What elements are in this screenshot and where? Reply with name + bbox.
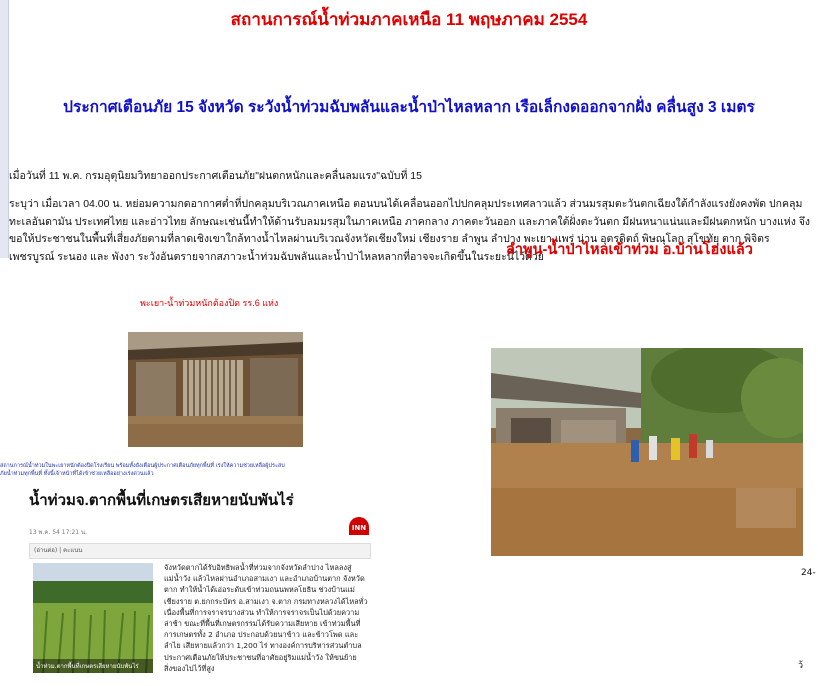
tak-cornfield-photo	[33, 563, 153, 673]
phayao-flood-photo	[128, 332, 303, 447]
left-margin-rule	[0, 0, 9, 258]
warning-headline: ประกาศเตือนภัย 15 จังหวัด ระวังน้ำท่วมฉับพลันและน้ำป่าไหลหลาก เรือเล็กงดออกจากฝั่ง คลื่นสูง 3 เมตร	[63, 99, 755, 116]
photo-caption: น้ำท่วม.ตากพื้นที่เกษตรเสียหายนับพันไร่	[36, 663, 139, 670]
lamphun-flood-photo	[491, 348, 803, 556]
toolbar-label: (อ่านต่อ) | คะแนน	[34, 547, 83, 554]
phayao-caption: พะเยา-น้ำท่วมหนักต้องปิด รร.6 แห่ง	[140, 298, 279, 308]
article-intro: เมื่อวันที่ 11 พ.ค. กรมอุตุนิยมวิทยาออกประกาศเตือนภัย"ฝนตกหนักและคลื่นลมแรง"ฉบับที่ 15	[9, 170, 422, 182]
clip-article-date: 13 พ.ค. 54 17:21 น.	[29, 529, 87, 536]
cutoff-text-fragment: 24-	[801, 568, 816, 578]
lamphun-caption: ลำพูน-น้ำป่าไหลเข้าท่วม อ.บ้านโฮ่งแล้ว	[506, 242, 753, 258]
cutoff-text-fragment: ว้	[798, 661, 804, 671]
inn-logo: INN	[349, 517, 369, 535]
page-title: สถานการณ์น้ำท่วมภาคเหนือ 11 พฤษภาคม 2554	[230, 10, 588, 29]
clip-article-title: น้ำท่วมจ.ตากพื้นที่เกษตรเสียหายนับพันไร่	[29, 492, 294, 509]
related-news-links[interactable]: สถานการณ์น้ำท่วมในพะเยาหนักต้องปิดโรงเรียน พร้อมทั้งยังเตือนผู้ประกาศเตือนภัยทุกพื้นที่ เร่งให้ความช่วยเหลือผู้ประสบภัยน้ำท่วมทุกพื้นที่ ทั้งนี้เจ้าหน้าที่ได้เข้าช่วยเหลืออย่างเร่งด่วนแล้ว	[0, 463, 285, 477]
clip-article-toolbar	[29, 543, 371, 559]
article-body: ระบุว่า เมื่อเวลา 04.00 น. หย่อมความกดอากาศต่ำที่ปกคลุมบริเวณภาคเหนือ ตอนบนได้เคลื่อนออกไปปกคลุมประเทศลาวแล้ว ส่วนมรสุมตะวันตกเฉียงใต้กำลังแรงยังคงพัด ปกคลุมทะเลอันดามัน ประเทศไทย และอ่าวไทย ลักษณะเช่นนี้ทำให้ด้านรับลมมรสุมในภาคเหนือ ภาคกลาง ภาคตะวันออก และภาคใต้ฝั่งตะวันตก มีฝนหนาแน่นและมีฝนตกหนัก บางแห่ง จึงขอให้ประชาชนในพื้นที่เสี่ยงภัยตามที่ลาดเชิงเขาใกล้ทางน้ำไหลผ่านบริเวณจังหวัดเชียงใหม่ เชียงราย ลำพูน ลำปาง พะเยา แพร่ น่าน อุตรดิตถ์ พิษณุโลก สุโขทัย ตาก พิจิตร เพชรบูรณ์ ระนอง และ พังงา ระวังอันตรายจากสภาวะน้ำท่วมฉับพลันและน้ำป่าไหลหลากที่อาจจะเกิดขึ้นในระยะนี้ไว้ด้วย	[9, 198, 811, 263]
clip-article-body: จังหวัดตากได้รับอิทธิพลน้ำที่ท่วมจากจังหวัดลำปาง ไหลลงสู่แม่น้ำวัง แล้วไหลผ่านอำเภอสามเงา และอำเภอบ้านตาก จังหวัดตาก ทำให้น้ำได้เอ่อระดับเข้าท่วมถนนพหลโยธิน ช่วงบ้านแม่เชียงราย ต.ยกกระบัตร อ.สามเงา จ.ตาก กรมทางหลวงได้ไหลทั่วเนื่องพื้นที่การจราจรบางส่วน ทำให้การจราจรเป็นไปด้วยความล่าช้า ขณะที่พื้นที่เกษตรกรรมได้รับความเสียหาย เข้าท่วมพื้นที่การเกษตรทั้ง 2 อำเภอ ประกอบด้วยนาข้าว และข้าวโพด และลำไย เสียหายแล้วกว่า 1,200 ไร่ ทางองค์การบริหารส่วนตำบล ประกาศเตือนภัยให้ประชาชนที่อาศัยอยู่ริมแม่น้ำวัง ให้ขนย้ายสิ่งของไปไว้ที่สูง	[164, 563, 368, 673]
